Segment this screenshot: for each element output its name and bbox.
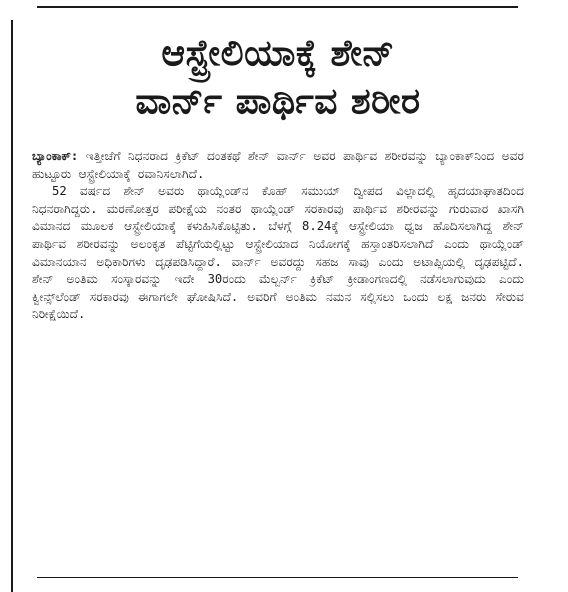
article-paragraph-1 [32,148,524,183]
article-body [28,148,528,324]
headline-line-1: ಆಸ್ಟ್ರೇಲಿಯಾಕ್ಕೆ ಶೇನ್ [161,33,395,74]
paragraph-1-text: ಇತ್ತೀಚೆಗೆ ನಿಧನರಾದ ಕ್ರಿಕೆಟ್ ದಂತಕಥೆ ಶೇನ್ ವಾರ್ನ್ ಅವರ ಪಾರ್ಥಿವ ಶರೀರವನ್ನು ಬ್ಯಾಂಕಾಕ್‌ನಿಂದ ಅವರ ಹುಟ್ಟೂರು ಆಸ್ಟ್ರೇಲಿಯಾಕ್ಕೆ ರವಾನಿಸಲಾಗಿದೆ. [32,149,525,181]
dateline: ಬ್ಯಾಂಕಾಕ್: [32,149,79,163]
headline-line-2: ವಾರ್ನ್ ಪಾರ್ಥಿವ ಶರೀರ [135,81,421,122]
news-clipping [28,8,528,578]
article-paragraph-2: 52 ವರ್ಷದ ಶೇನ್ ಅವರು ಥಾಯ್ಲೆಂಡ್‌ನ ಕೊಹ್ ಸಮುಯ್ ದ್ವೀಪದ ವಿಲ್ಲಾದಲ್ಲಿ ಹೃದಯಾಘಾತದಿಂದ ನಿಧನರಾಗಿದ್ದರು. ಮರಣೋತ್ತರ ಪರೀಕ್ಷೆಯ ನಂತರ ಥಾಯ್ಲೆಂಡ್ ಸರಕಾರವು ಪಾರ್ಥಿವ ಶರೀರವನ್ನು ಗುರುವಾರ ಖಾಸಗಿ ವಿಮಾನದ ಮೂಲಕ ಆಸ್ಟ್ರೇಲಿಯಾಕ್ಕೆ ಕಳುಹಿಸಿಕೊಟ್ಟಿತು. ಬೆಳಗ್ಗೆ 8.24ಕ್ಕೆ ಆಸ್ಟ್ರೇಲಿಯಾ ಧ್ವಜ ಹೊದಿಸಲಾಗಿದ್ದ ಶೇನ್ ಪಾರ್ಥಿವ ಶರೀರವನ್ನು ಅಲಂಕೃತ ಪೆಟ್ಟಿಗೆಯಲ್ಲಿಟ್ಟು ಆಸ್ಟ್ರೇಲಿಯಾದ ನಿಯೋಗಕ್ಕೆ ಹಸ್ತಾಂತರಿಸಲಾಗಿದೆ ಎಂದು ಥಾಯ್ಲೆಂಡ್ ವಿಮಾನಯಾನ ಅಧಿಕಾರಿಗಳು ದೃಢಪಡಿಸಿದ್ದಾರೆ. ವಾರ್ನ್ ಅವರದ್ದು ಸಹಜ ಸಾವು ಎಂದು ಅಟಾಪ್ಸಿಯಲ್ಲಿ ದೃಢಪಟ್ಟಿದೆ. ಶೇನ್ ಅಂತಿಮ ಸಂಸ್ಕಾರವನ್ನು ಇದೇ 30ರಂದು ಮೆಲ್ಬರ್ನ್ ಕ್ರಿಕೆಟ್ ಕ್ರೀಡಾಂಗಣದಲ್ಲಿ ನಡೆಸಲಾಗುವುದು ಎಂದು ಕ್ವೀನ್ಸ್‌ಲೆಂಡ್ ಸರಕಾರವು ಈಗಾಗಲೇ ಘೋಷಿಸಿದೆ. ಅವರಿಗೆ ಅಂತಿಮ ನಮನ ಸಲ್ಲಿಸಲು ಒಂದು ಲಕ್ಷ ಜನರು ಸೇರುವ ನಿರೀಕ್ಷೆಯಿದೆ. [32,184,524,322]
headline [28,30,528,126]
bottom-rule [37,577,518,578]
column-divider [11,20,13,592]
